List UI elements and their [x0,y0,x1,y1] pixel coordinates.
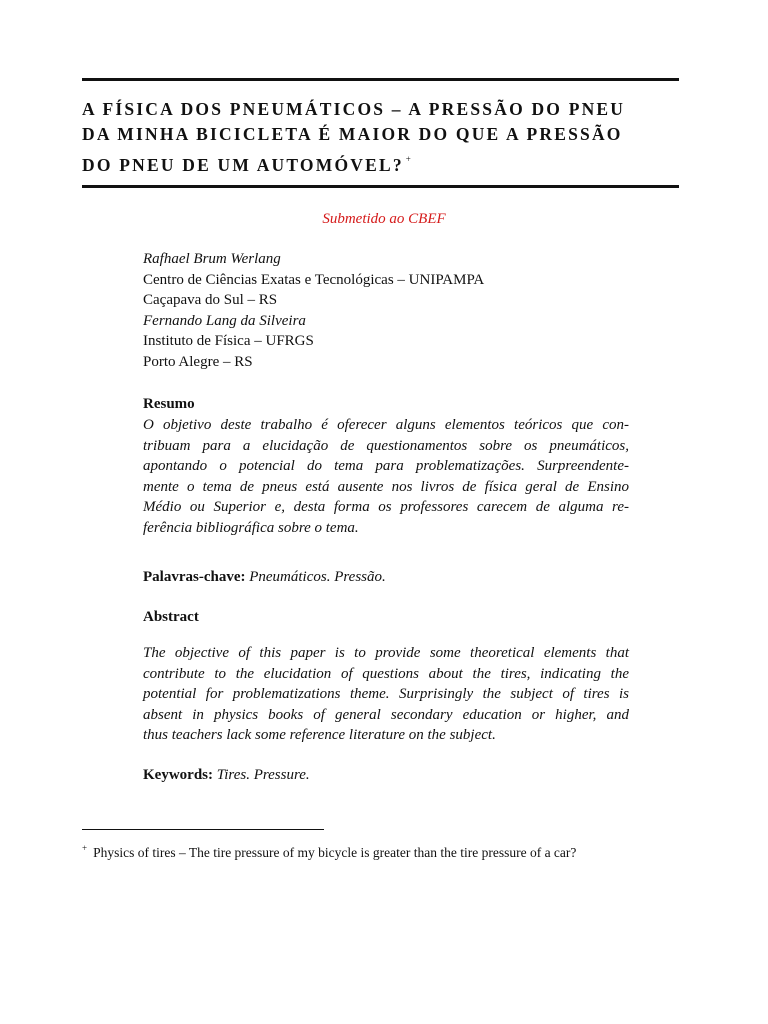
abstract-line: The objective of this paper is to provide some theoretical elements that [143,645,629,661]
resumo-line: apontando o potencial do tema para problematizações. Surpreendente- [143,458,629,475]
author-location: Porto Alegre – RS [143,353,253,370]
author-name: Fernando Lang da Silveira [143,312,306,329]
footnote-text: Physics of tires – The tire pressure of my bicycle is greater than the tire pressure of a car? [93,845,577,860]
palavras-chave-value: Pneumáticos. Pressão. [249,569,386,585]
author-name: Rafhael Brum Werlang [143,251,281,267]
resumo-line: O objetivo deste trabalho é oferecer alguns elementos teóricos que con- [143,417,629,433]
title-line-2: DA MINHA BICICLETA É MAIOR DO QUE A PRESSÃO [82,124,623,144]
resumo-heading: Resumo [143,396,195,412]
abstract-text [143,643,629,746]
footnote [82,843,576,861]
author-block [143,249,484,373]
author-affiliation: Instituto de Física – UFRGS [143,333,314,350]
palavras-chave [143,569,386,586]
abstract-line: thus teachers lack some reference literature on the subject. [143,727,496,744]
resumo-line: Médio ou Superior e, desta forma os professores carecem de alguma re- [143,499,629,516]
author-affiliation: Centro de Ciências Exatas e Tecnológicas – UNIPAMPA [143,271,485,288]
abstract-line: absent in physics books of general secondary education or higher, and [143,706,629,723]
abstract-line: contribute to the elucidation of questions about the tires, indicating the [143,665,629,682]
paper-title [82,97,682,178]
title-top-rule [82,78,679,81]
author-location: Caçapava do Sul – RS [143,292,278,309]
keywords [143,767,310,784]
footnote-marker: + [82,843,88,853]
submission-note: Submetido ao CBEF [322,211,446,227]
resumo-line: tribuam para a elucidação de questionamentos sobre os pneumáticos, [143,437,629,454]
title-line-3-text: DO PNEU DE UM AUTOMÓVEL? [82,155,404,175]
abstract-line: potential for problematizations theme. Surprisingly the subject of tires is [143,686,629,703]
keywords-label: Keywords: [143,767,213,783]
title-line-1: A FÍSICA DOS PNEUMÁTICOS – A PRESSÃO DO PNEU [82,99,626,119]
title-footnote-marker: + [405,154,411,164]
abstract-heading: Abstract [143,609,199,625]
title-line-3 [82,147,682,178]
resumo-text [143,415,629,539]
resumo-line: ferência bibliográfica sobre o tema. [143,519,359,536]
resumo-line: mente o tema de pneus está ausente nos livros de física geral de Ensino [143,478,629,495]
palavras-chave-label: Palavras-chave: [143,569,246,585]
title-bottom-rule [82,185,679,188]
footnote-rule [82,829,324,830]
keywords-value: Tires. Pressure. [216,767,310,783]
